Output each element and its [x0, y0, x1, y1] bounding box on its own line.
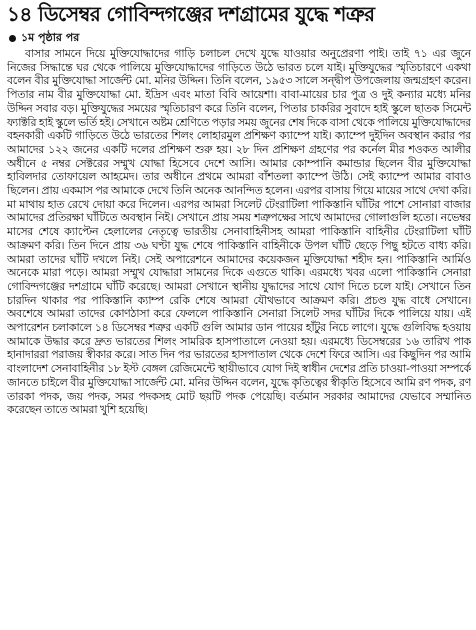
article-headline: ১৪ ডিসেম্বর গোবিন্দগঞ্জের দশগ্রামের যুদ্ধে শত্রুর	[7, 2, 375, 26]
continued-from-label	[9, 30, 471, 46]
bullet-icon	[9, 35, 16, 42]
article-body: বাসার সামনে দিয়ে মুক্তিযোদ্ধাদের গাড়ি চলাচল দেখে যুদ্ধে যাওয়ার অনুপ্রেরণা পাই। তাই ৭১ এর জুনে নিজের সিদ্ধান্তে ঘর থেকে পালিয়ে মুক্তিযোদ্ধাদের গাড়িতে উঠে ভারত চলে যাই। মুক্তিযুদ্ধের স্মৃতিচারণে একথা বলেন বীর মুক্তিযোদ্ধা সার্জেন্ট মো. মনির উদ্দিন। তিনি বলেন, ১৯৫৩ সালে সন্দ্বীপ উপজেলায় জন্মগ্রহণ করেন। পিতার নাম বীর মুক্তিযোদ্ধা মো. ইদ্রিস এবং মাতা বিবি আয়েশা। বাবা-মায়ের চার পুত্র ও দুই কন্যার মধ্যে মনির উদ্দিন সবার বড়। মুক্তিযুদ্ধের সময়ের স্মৃতিচারণ করে তিনি বলেন, পিতার চাকরির সুবাদে হাই স্কুলে ছাতক সিমেন্ট ফ্যাক্টরি হাই স্কুলে ভর্তি হই। সেখানে অষ্টম শ্রেণিতে পড়ার সময় জুনের শেষ দিকে বাসা থেকে পালিয়ে মুক্তিযোদ্ধাদের বহনকারী একটি গাড়িতে উঠে ভারতের শিলং লোহারমুল প্রশিক্ষণ ক্যাম্পে যাই। ক্যাম্পে দুইদিন অবস্থান করার পর আমাদের ১২২ জনের একটি দলের প্রশিক্ষণ শুরু হয়। ২৮ দিন প্রশিক্ষণ গ্রহণের পর কর্নেল মীর শওকত আলীর অধীনে ৫ নম্বর সেক্টরের সম্মুখ যোদ্ধা হিসেবে দেশে আসি। আমার কোম্পানি কমান্ডার ছিলেন বীর মুক্তিযোদ্ধা হাবিলদার তোফায়েল আহমেদ। তার অধীনে প্রথমে আমরা বাঁশতলা ক্যাম্পে উঠি। সেই ক্যাম্পে আমার বাবাও ছিলেন। প্রায় একমাস পর আমাকে দেখে তিনি অনেক আনন্দিত হলেন। এরপর বাসায় গিয়ে মায়ের সাথে দেখা করি। মা মাথায় হাত রেখে দোয়া করে দিলেন। এরপর আমরা সিলেট টেংরাটিলা পাকিস্তানি ঘাঁটির পাশে সোনারা বাজার আমাদের প্রতিরক্ষা ঘাঁটিতে অবস্থান নিই। সেখানে প্রায় সময় শত্রুপক্ষের সাথে আমাদের গোলাগুলি হতো। নভেম্বর মাসের শেষে ক্যাপ্টেন হেলালের নেতৃত্বে ভারতীয় সেনাবাহিনীসহ আমরা পাকিস্তানি বাহিনীর টেংরাটিলা ঘাঁটি আক্রমণ করি। তিন দিনে প্রায় ৩৬ ঘণ্টা যুদ্ধ শেষে পাকিস্তানি বাহিনীকে উপল ঘাঁটি ছেড়ে পিছু হটতে বাধ্য করি। আমরা তাদের ঘাঁটি দখলে নিই। সেই অপারেশনে আমাদের কয়েকজন মুক্তিযোদ্ধা শহীদ হন। পাকিস্তানি আর্মিও অনেকে মারা পড়ে। আমরা সম্মুখ যোদ্ধারা সামনের দিকে এগুতে থাকি। এরমধ্যে খবর এলো পাকিস্তানি সেনারা গোবিন্দগঞ্জের দশগ্রামে ঘাঁটি করেছে। আমরা সেখানে স্থানীয় যুদ্ধাদের সাথে যোগ দিতে চলে যাই। সেখানে তিন চারদিন থাকার পর পাকিস্তানি ক্যাম্প রেকি শেষে আমরা যৌথভাবে আক্রমণ করি। প্রচণ্ড যুদ্ধ বাধে সেখানে। অবশেষে আমরা তাদের কোণঠাসা করে ফেললে পাকিস্তানি সেনারা সিলেট সদর ঘাঁটির দিকে পালিয়ে যায়। এই অপারেশন চলাকালে ১৪ ডিসেম্বর শত্রুর একটি গুলি আমার ডান পায়ের হাঁটুর নিচে লাগে। যুদ্ধে গুলিবিদ্ধ হওয়ায় আমাকে উদ্ধার করে দ্রুত ভারতের শিলং সামরিক হাসপাতালে নেওয়া হয়। এরমধ্যে ডিসেম্বরের ১৬ তারিখ পাক হানাদাররা পরাজয় স্বীকার করে। সাত দিন পর ভারতের হাসপাতাল থেকে দেশে ফিরে আসি। এর কিছুদিন পর আমি বাংলাদেশ সেনাবাহিনীর ১৮ ইস্ট বেঙ্গল রেজিমেন্টে স্থায়ীভাবে যোগ দিই স্বাধীন দেশের প্রতি চাওয়া-পাওয়া সম্পর্কে জানতে চাইলে বীর মুক্তিযোদ্ধা সার্জেন্ট মো. মনির উদ্দিন বলেন, যুদ্ধে কৃতিত্বের স্বীকৃতি হিসেবে আমি রণ পদক, রণ তারকা পদক, জয় পদক, সমর পদকসহ মোট ছয়টি পদক পেয়েছি। বর্তমান সরকার আমাদের যেভাবে সম্মানিত করেছেন তাতে আমরা খুশি হয়েছি।	[7, 47, 471, 417]
continued-from-text: ১ম পৃষ্ঠার পর	[21, 30, 80, 44]
